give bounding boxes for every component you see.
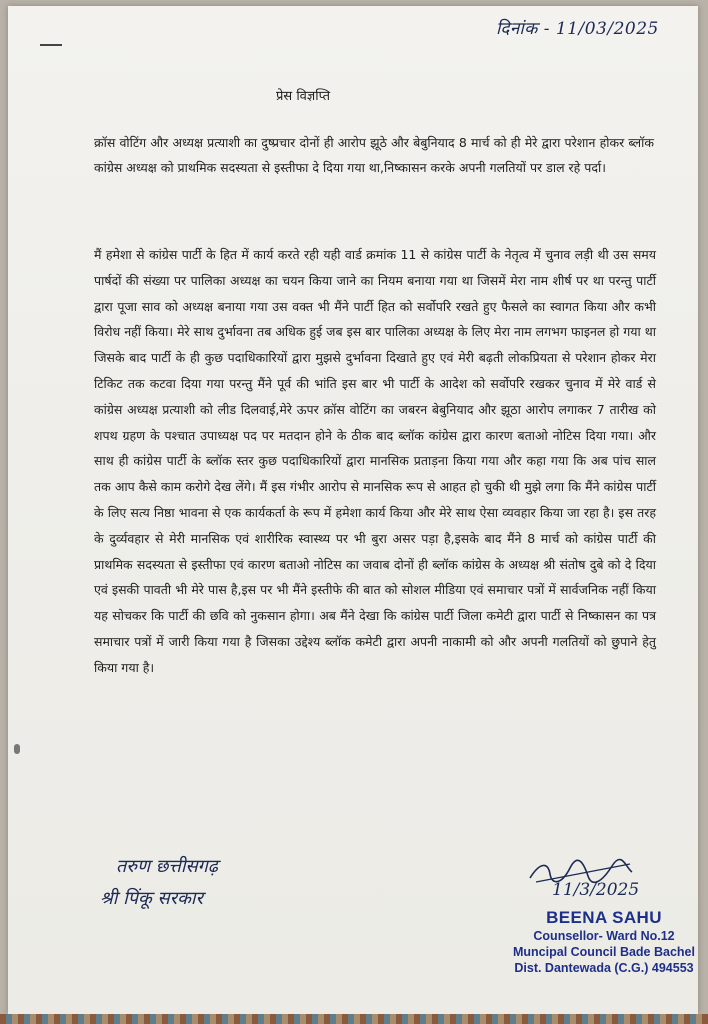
stamp-council: Muncipal Council Bade Bachel bbox=[513, 945, 695, 959]
press-release-title: प्रेस विज्ञप्ति bbox=[276, 89, 331, 104]
stamp-district: Dist. Dantewada (C.G.) 494553 bbox=[514, 961, 694, 975]
punch-hole-mark bbox=[14, 744, 20, 754]
stamp-name: BEENA SAHU bbox=[546, 908, 662, 927]
stamp-designation: Counsellor- Ward No.12 bbox=[533, 929, 675, 943]
margin-mark bbox=[40, 44, 62, 46]
handwritten-note-name: श्री पिंकू सरकार bbox=[100, 888, 203, 909]
document-page bbox=[8, 6, 698, 1014]
paragraph-1-text: क्रॉस वोटिंग और अध्यक्ष प्रत्याशी का दुष्प्रचार दोनों ही आरोप झूठे और बेबुनियाद 8 मार्च को ही मेरे द्वारा परेशान होकर ब्लॉक कांग्रेस अध्यक्ष को प्राथमिक सदस्यता से इस्तीफा दे दिया गया था,निष्कासन करके अपनी गलतियों पर डाल रहे पर्दा। bbox=[94, 135, 654, 175]
handwritten-note-newspaper: तरुण छत्तीसगढ़ bbox=[116, 856, 218, 877]
handwritten-date: दिनांक - 11/03/2025 bbox=[496, 19, 659, 39]
paragraph-2-text: मैं हमेशा से कांग्रेस पार्टी के हित में कार्य करते रही यही वार्ड क्रमांक 11 से कांग्रेस पार्टी के नेतृत्व में चुनाव लड़ी थी उस समय पार्षदों की संख्या पर पालिका अध्यक्ष का चयन किया जाने का नियम बनाया गया था जिसमें मेरा नाम शीर्ष पर था परन्तु पार्टी द्वारा पूजा साव को अध्यक्ष बनाया गया उस वक्त भी मैंने पार्टी हित को सर्वोपरि रखते हुए फैसले का स्वागत किया और कभी विरोध नहीं किया। मेरे साथ दुर्भावना तब अधिक हुई जब इस बार पालिका अध्यक्ष के लिए मेरा नाम लगभग फाइनल हो गया था जिसके बाद पार्टी के ही कुछ पदाधिकारियों द्वारा मुझसे दुर्भावना दिखाते हुए एवं मेरी बढ़ती लोकप्रियता से परेशान होकर मेरा टिकिट तक कटवा दिया गया परन्तु मैंने पूर्व की भांति इस बार भी पार्टी के आदेश को सर्वोपरि रखकर चुनाव में मेरे वार्ड से कांग्रेस अध्यक्ष प्रत्याशी को लीड दिलवाई,मेरे ऊपर क्रॉस वोटिंग का जबरन बेबुनियाद और झूठा आरोप लगाकर 7 तारीख को शपथ ग्रहण के पश्चात उपाध्यक्ष पद पर मतदान होने के ठीक बाद ब्लॉक कांग्रेस द्वारा कारण बताओ नोटिस दिया गया। और साथ ही कांग्रेस पार्टी के ब्लॉक स्तर कुछ पदाधिकारियों द्वारा मानसिक प्रताड़ना किया गया और कहा गया कि अब पांच साल तक आप कैसे काम करोगे देख लेंगे। मैं इस गंभीर आरोप से मानसिक रूप से आहत हो चुकी थी मुझे लगा कि मैंने कांग्रेस पार्टी के लिए सत्य निष्ठा भावना से एक कार्यकर्ता के रूप में हमेशा कार्य किया और मेरे साथ ऐसा व्यवहार किया जा रहा है। इस तरह के दुर्व्यवहार से मेरी मानसिक एवं शारीरिक स्वास्थ्य पर भी बुरा असर पड़ा है,इसके बाद मैंने 8 मार्च को कांग्रेस पार्टी की प्राथमिक सदस्यता से इस्तीफा एवं कारण बताओ नोटिस का जवाब दोनों ही ब्लॉक कांग्रेस के अध्यक्ष श्री संतोष दुबे को दे दिया एवं इसकी पावती भी मेरे पास है,इस पर भी मैंने इस्तीफे की बात को सोशल मीडिया एवं समाचार पत्रों में सार्वजनिक नहीं किया यह सोचकर कि पार्टी की छवि को नुकसान होगा। अब मैंने देखा कि कांग्रेस पार्टी जिला कमेटी द्वारा पार्टी से निष्कासन का पत्र समाचार पत्रों में जारी किया गया है जिसका उद्देश्य ब्लॉक कमेटी द्वारा अपनी नाकामी को और अपनी गलतियों को छुपाने हेतु किया गया है। bbox=[94, 247, 656, 675]
main-paragraph bbox=[94, 242, 656, 681]
official-stamp bbox=[508, 908, 700, 976]
background-rug bbox=[0, 1014, 708, 1024]
signature-date: 11/3/2025 bbox=[552, 880, 640, 900]
intro-paragraph bbox=[94, 130, 654, 180]
